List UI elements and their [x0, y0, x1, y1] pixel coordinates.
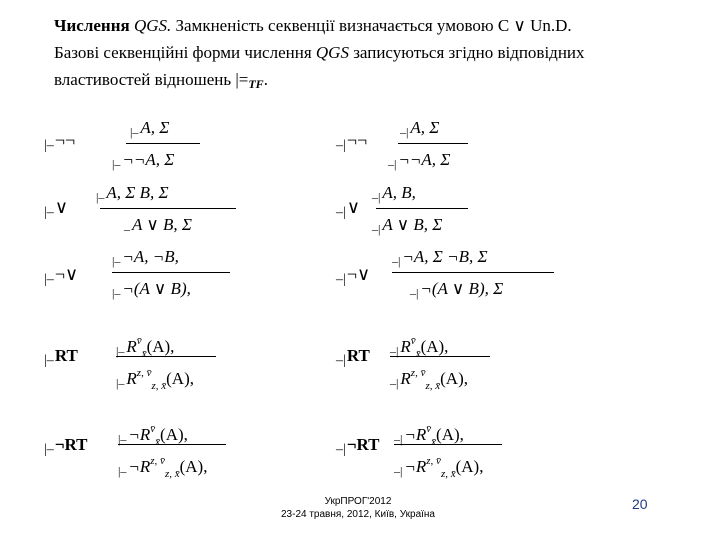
numerator: |– A, Σ — [130, 118, 170, 139]
heading-line-3 — [54, 66, 694, 98]
heading-line-2 — [54, 39, 694, 66]
reverse-turnstile-icon: –| — [336, 442, 346, 457]
reverse-turnstile-icon: –| — [336, 272, 346, 287]
heading-line3-text: властивостей відношень |= — [54, 70, 249, 89]
heading-line-1 — [54, 12, 694, 39]
rule-symbol: ¬RT — [346, 435, 380, 454]
numerator: –| $R^{v̄}_{x̄}(A)$, — [390, 335, 449, 360]
denominator: – A ∨ B, Σ — [124, 215, 193, 236]
denominator: |– $R^{z, v̄}_{z, x̄}(A)$, — [116, 367, 194, 392]
turnstile-icon: |– — [44, 205, 54, 220]
fraction-bar — [112, 272, 230, 273]
fraction-bar — [116, 356, 216, 357]
rule-symbol: ¬∨ — [54, 264, 79, 284]
rule-label-negneg-right — [336, 130, 367, 152]
rule-fraction-rt-left — [116, 328, 216, 392]
fraction-bar — [126, 143, 200, 144]
footer-conference: УкрПРОГ'2012 — [324, 496, 392, 507]
rule-symbol: RT — [346, 346, 370, 365]
rule-symbol: RT — [54, 346, 78, 365]
page-number: 20 — [632, 496, 648, 512]
numerator: |– $R^{v̄}_{x̄}(A)$, — [116, 335, 175, 360]
rule-symbol: ¬¬ — [54, 130, 76, 150]
numerator: |– $\neg R^{v̄}_{x̄}(A)$, — [118, 423, 188, 448]
denominator: |– ¬¬A, Σ — [112, 150, 175, 171]
rule-label-negor-right — [336, 264, 370, 286]
rule-symbol: ∨ — [346, 197, 360, 217]
heading-line2-start: Базові секвенційні форми числення — [54, 43, 312, 62]
heading-closure-condition: Замкненість секвенції визначається умовою C ∨ Un.D. — [175, 16, 572, 35]
turnstile-icon: |– — [44, 138, 54, 153]
rule-symbol: ¬¬ — [346, 130, 368, 150]
slide-heading — [54, 12, 694, 98]
turnstile-icon: |– — [44, 442, 54, 457]
numerator: –| A, Σ — [400, 118, 440, 139]
heading-bold-word: Числення — [54, 16, 130, 35]
turnstile-icon: |– — [44, 353, 54, 368]
rule-fraction-negneg-right — [388, 115, 468, 173]
denominator: –| $R^{z, v̄}_{z, x̄}(A)$, — [390, 367, 468, 392]
rule-label-rt-left — [44, 345, 78, 367]
heading-line2-end: записуються згідно відповідних — [353, 43, 585, 62]
rule-label-or-left — [44, 197, 68, 219]
numerator: |– A, Σ B, Σ — [96, 183, 169, 204]
rule-label-rt-right — [336, 345, 370, 367]
denominator: –| $\neg R^{z, v̄}_{z, x̄}(A)$, — [394, 455, 484, 480]
fraction-bar — [100, 208, 236, 209]
rule-fraction-rt-right — [390, 328, 490, 392]
rule-fraction-negrt-left — [118, 416, 226, 480]
rule-fraction-negneg-left — [112, 115, 200, 173]
rule-fraction-negor-left — [112, 244, 230, 302]
rule-fraction-negor-right — [392, 244, 554, 302]
rule-fraction-or-right — [372, 180, 468, 238]
rule-label-negrt-left — [44, 434, 88, 456]
heading-line3-sub: TF — [248, 77, 264, 91]
denominator: |– ¬(A ∨ B), — [112, 279, 191, 300]
heading-line2-italic: QGS — [315, 43, 349, 62]
denominator: |– $\neg R^{z, v̄}_{z, x̄}(A)$, — [118, 455, 208, 480]
rule-symbol: ¬RT — [54, 435, 88, 454]
numerator: –| A, B, — [372, 183, 416, 204]
footer-date-place: 23-24 травня, 2012, Київ, Україна — [281, 509, 435, 520]
rule-symbol: ¬∨ — [346, 264, 371, 284]
reverse-turnstile-icon: –| — [336, 353, 346, 368]
slide-footer — [258, 495, 458, 521]
fraction-bar — [390, 356, 490, 357]
numerator: |– ¬A, ¬B, — [112, 247, 179, 268]
rule-label-negneg-left — [44, 130, 75, 152]
rule-label-negrt-right — [336, 434, 380, 456]
denominator: –| A ∨ B, Σ — [372, 215, 443, 236]
rule-fraction-or-left — [96, 180, 236, 238]
rule-label-negor-left — [44, 264, 78, 286]
fraction-bar — [398, 143, 468, 144]
rule-label-or-right — [336, 197, 360, 219]
reverse-turnstile-icon: –| — [336, 138, 346, 153]
heading-line3-end: . — [263, 70, 268, 89]
rule-symbol: ∨ — [54, 197, 68, 217]
fraction-bar — [376, 208, 468, 209]
reverse-turnstile-icon: –| — [336, 205, 346, 220]
fraction-bar — [392, 272, 554, 273]
heading-calculus-name: QGS. — [133, 16, 172, 35]
fraction-bar — [118, 444, 226, 445]
rule-fraction-negrt-right — [394, 416, 502, 480]
numerator: –| $\neg R^{v̄}_{x̄}(A)$, — [394, 423, 464, 448]
denominator: –| ¬(A ∨ B), Σ — [410, 279, 504, 300]
numerator: –| ¬A, Σ ¬B, Σ — [392, 247, 488, 268]
fraction-bar — [394, 444, 502, 445]
turnstile-icon: |– — [44, 272, 54, 287]
denominator: –| ¬¬A, Σ — [388, 150, 451, 171]
